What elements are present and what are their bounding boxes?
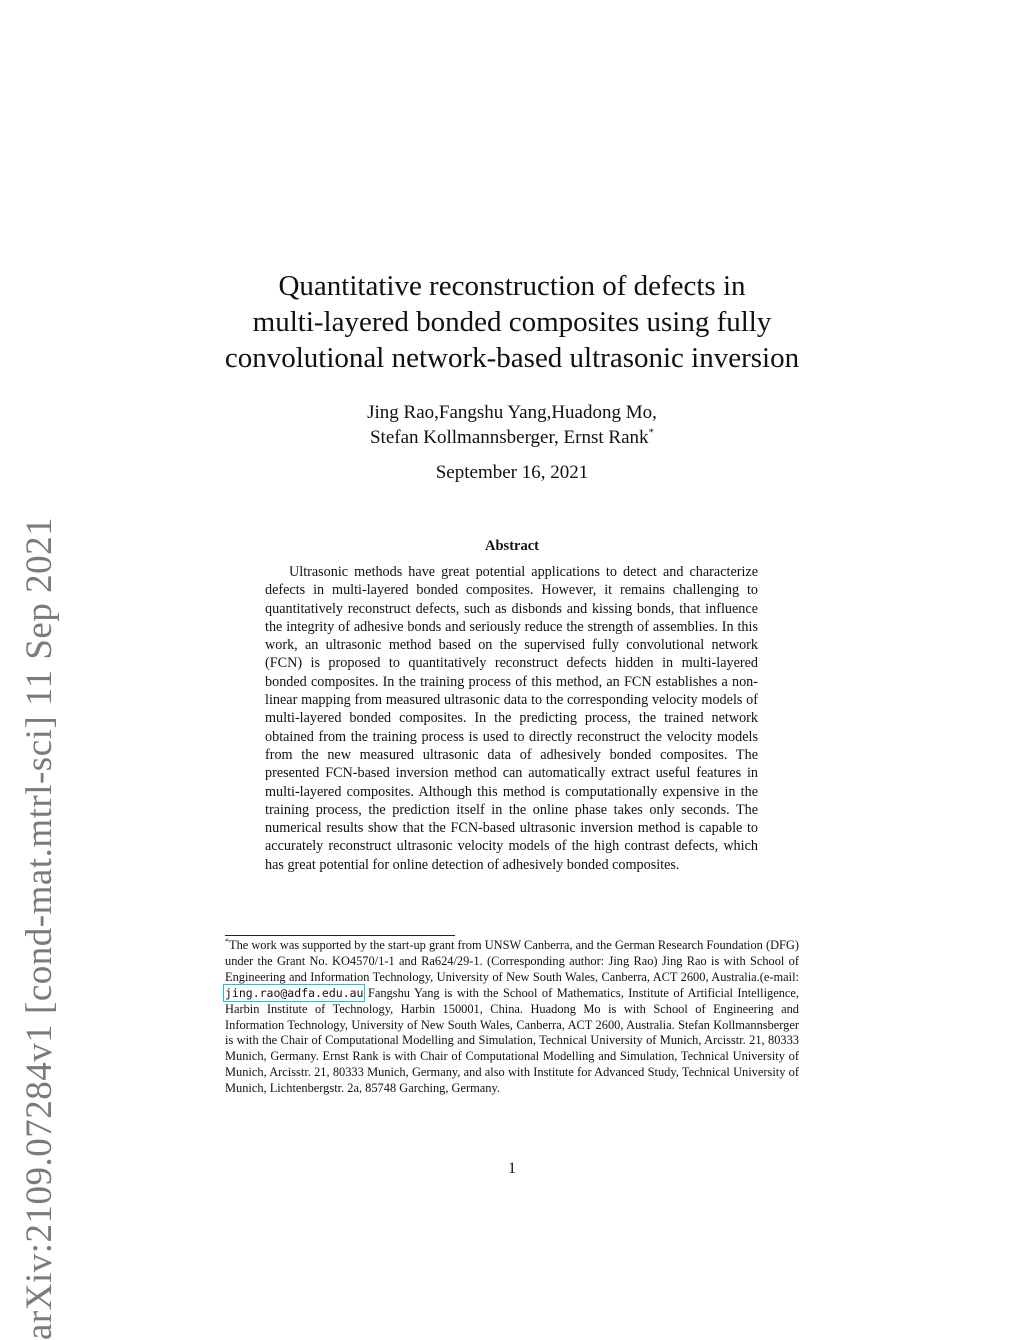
authors-line-2-text: Stefan Kollmannsberger, Ernst Rank [369,427,649,448]
title-line-2: multi-layered bonded composites using fully [252,306,772,338]
authors-line-1: Jing Rao,Fangshu Yang,Huadong Mo, [367,402,657,423]
footnote-divider [225,935,455,936]
abstract-heading: Abstract [485,538,539,554]
title-line-3: convolutional network-based ultrasonic inversion [224,342,800,374]
footnote-text-before-email: The work was supported by the start-up grant from UNSW Canberra, and the German Research Foundation (DFG) under the Grant No. KO4570/1-1 and Ra624/29-1. (Corresponding author: Jing Rao) Jing Rao is with School of Engineering and Information Technology, University of New South Wales, Canberra, ACT 2600, Australia.(e-mail: [225,938,799,984]
footnote-text-after-email: Fangshu Yang is with the School of Mathematics, Institute of Artificial Intelligence, Harbin Institute of Technology, Harbin 150001, China. Huadong Mo is with School of Engineering and Information Technology, University of New South Wales, Canberra, ACT 2600, Australia. Stefan Kollmannsberger is with the Chair of Computational Modelling and Simulation, Technical University of Munich, Arcisstr. 21, 80333 Munich, Germany. Ernst Rank is with Chair of Computational Modelling and Simulation, Technical University of Munich, Arcisstr. 21, 80333 Munich, Germany, and also with Institute for Advanced Study, Technical University of Munich, Lichtenbergstr. 2a, 85748 Garching, Germany. [225,985,799,1096]
title-line-1: Quantitative reconstruction of defects in [278,270,746,302]
publication-date: September 16, 2021 [435,462,589,483]
paper-title [200,268,824,376]
author-footnote-marker[interactable]: * [648,426,655,439]
footnote-marker: * [225,936,229,946]
page-number: 1 [508,1160,516,1177]
author-list [250,400,774,450]
abstract-body: Ultrasonic methods have great potential applications to detect and characterize defects in multi-layered bonded composites. However, it remains challenging to quantitatively reconstruct defects, such as disbonds and kissing bonds, that influence the integrity of adhesive bonds and seriously reduce the strength of assemblies. In this work, an ultrasonic method based on the supervised fully convolutional network (FCN) is proposed to quantitatively reconstruct defects hidden in multi-layered bonded composites. In the training process of this method, an FCN establishes a non-linear mapping from measured ultrasonic data to the corresponding velocity models of multi-layered bonded composites. In the predicting process, the trained network obtained from the training process is used to directly reconstruct the velocity models from the new measured ultrasonic data of adhesively bonded composites. The presented FCN-based inversion method can automatically extract useful features in multi-layered composites. Although this method is computationally expensive in the training process, the prediction itself in the online phase takes only seconds. The numerical results show that the FCN-based ultrasonic inversion method is capable to accurately reconstruct ultrasonic velocity models of the high contrast defects, which has great potential for online detection of adhesively bonded composites. [265,564,758,873]
funding-affiliation-footnote [225,938,799,1097]
arxiv-identifier-stamp: arXiv:2109.07284v1 [cond-mat.mtrl-sci] 11 Sep 2021 [19,516,60,1340]
corresponding-email-link[interactable]: jing.rao@adfa.edu.au [225,985,364,1000]
authors-line-2 [250,425,774,450]
